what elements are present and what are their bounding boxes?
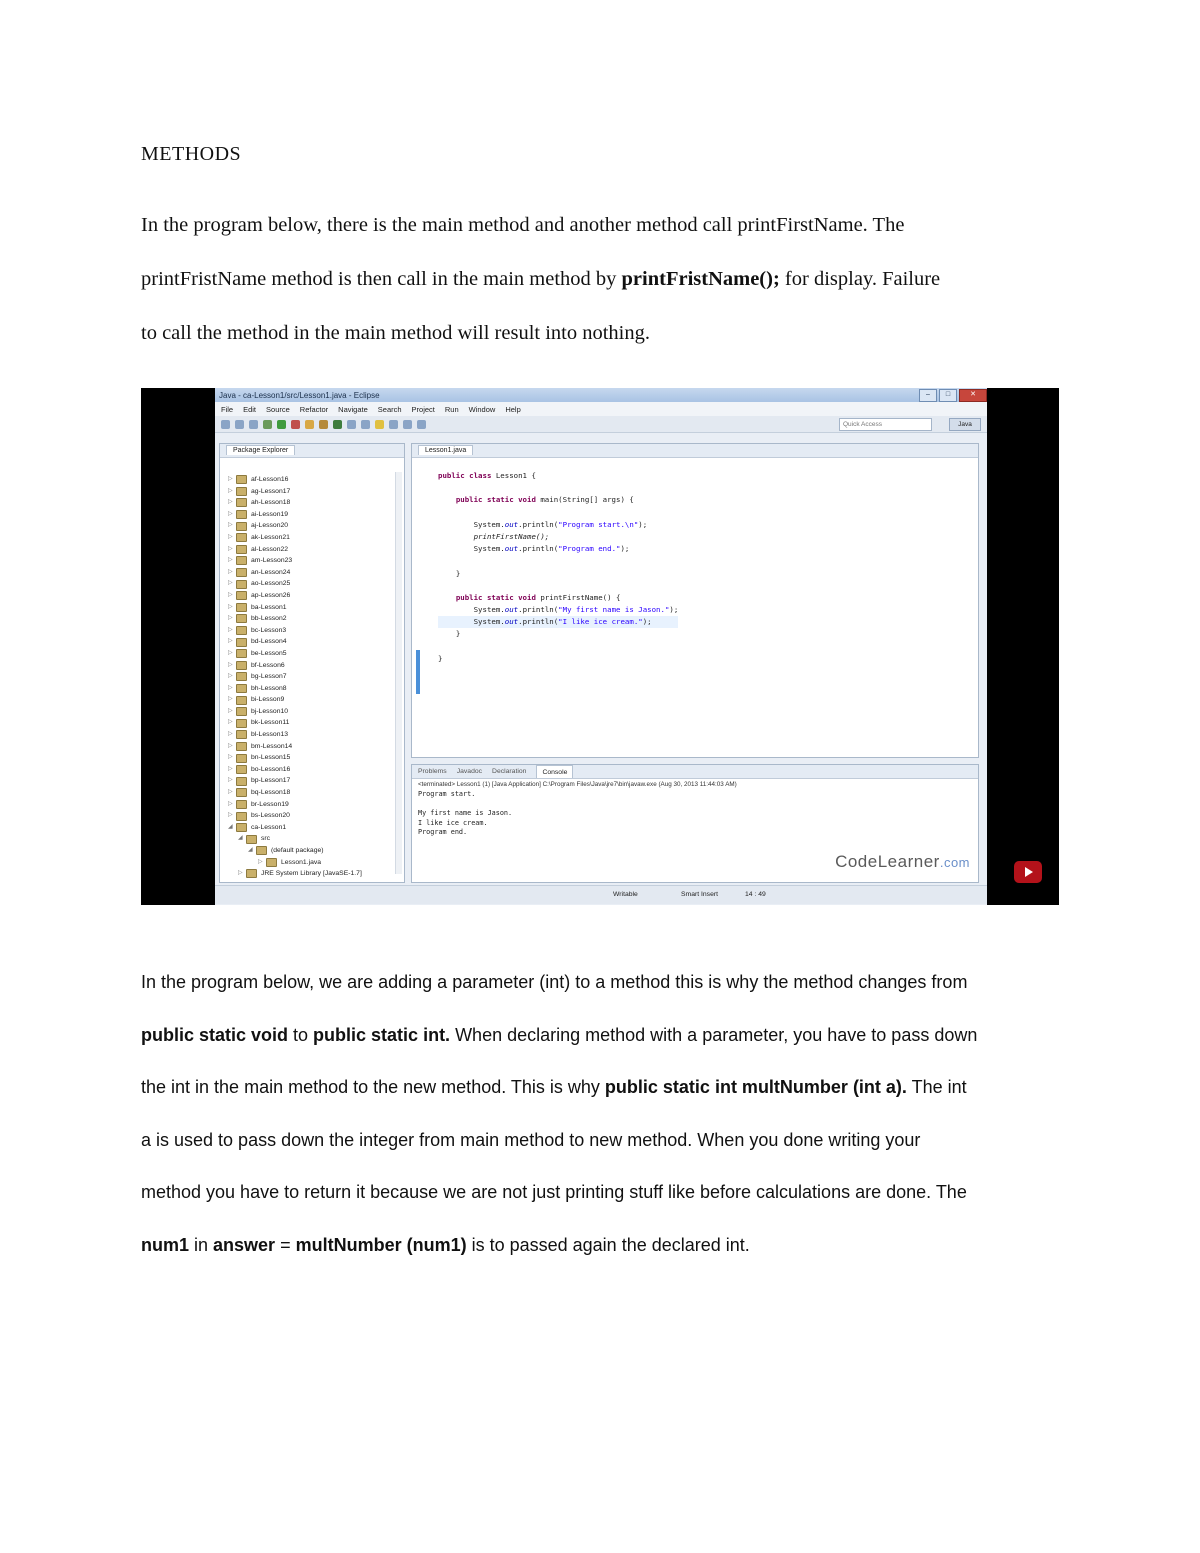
menu-source[interactable]: Source <box>266 404 290 414</box>
tree-item-label: al-Lesson22 <box>251 545 289 553</box>
menu-bar <box>215 402 987 416</box>
code-line: System.out.println("Program start.\n"); <box>473 519 648 529</box>
tree-item[interactable] <box>228 544 388 556</box>
tree-item-label: bp-Lesson17 <box>251 777 291 785</box>
expand-arrow-icon[interactable]: ▷ <box>228 603 233 610</box>
expand-arrow-icon[interactable]: ▷ <box>228 696 233 703</box>
page-heading: METHODS <box>141 143 242 165</box>
print-icon[interactable] <box>249 420 258 429</box>
expand-arrow-icon[interactable]: ▷ <box>228 626 233 633</box>
tree-item[interactable] <box>228 602 388 614</box>
folder-icon <box>236 556 247 565</box>
menu-window[interactable]: Window <box>468 404 496 414</box>
tree-item[interactable] <box>228 845 388 857</box>
new-icon[interactable] <box>221 420 230 429</box>
tree-item-label: bo-Lesson16 <box>251 765 291 773</box>
tree-item-label: src <box>261 835 271 843</box>
console-panel <box>411 764 979 883</box>
console-line: Program end. <box>418 828 468 836</box>
toggle-mark-icon[interactable] <box>375 420 384 429</box>
editor-tab-bar <box>412 444 978 458</box>
param-line-6: num1 in answer = multNumber (num1) is to passed again the declared int. <box>141 1234 750 1255</box>
project-tree <box>228 474 388 880</box>
back-icon[interactable] <box>403 420 412 429</box>
external-tools-icon[interactable] <box>291 420 300 429</box>
tree-item[interactable] <box>228 775 388 787</box>
console-line: I like ice cream. <box>418 818 488 827</box>
folder-icon <box>236 545 247 554</box>
intro-line-2: printFristName method is then call in the main method by printFristName(); for display. Failure <box>141 268 941 290</box>
youtube-play-icon[interactable] <box>1014 861 1042 883</box>
folder-icon <box>236 649 247 658</box>
intro-line-3: to call the method in the main method will result into nothing. <box>141 322 651 344</box>
tree-item[interactable] <box>228 833 388 845</box>
folder-icon <box>236 707 247 716</box>
expand-arrow-icon[interactable]: ▷ <box>228 731 233 738</box>
folder-icon <box>236 522 247 531</box>
menu-file[interactable]: File <box>221 404 234 414</box>
tree-item[interactable] <box>228 822 388 834</box>
code-line <box>438 507 678 519</box>
tree-item[interactable] <box>228 857 388 869</box>
expand-arrow-icon[interactable]: ▷ <box>228 765 233 772</box>
forward-icon[interactable] <box>417 420 426 429</box>
folder-icon <box>236 614 247 623</box>
tree-item-label: bm-Lesson14 <box>251 742 293 750</box>
console-line: Program start. <box>418 790 476 798</box>
tree-item[interactable] <box>228 671 388 683</box>
folder-icon <box>236 672 247 681</box>
expand-arrow-icon[interactable]: ▷ <box>228 487 233 494</box>
menu-edit[interactable]: Edit <box>243 404 257 414</box>
expand-arrow-icon[interactable]: ▷ <box>228 707 233 714</box>
tree-item[interactable] <box>228 613 388 625</box>
maximize-icon[interactable]: □ <box>939 389 957 402</box>
code-line <box>438 641 678 653</box>
menu-run[interactable]: Run <box>444 404 459 414</box>
param-line-4: a is used to pass down the integer from main method to new method. When you done writing your <box>141 1129 921 1150</box>
tree-item[interactable] <box>228 555 388 567</box>
new-java-project-icon[interactable] <box>305 420 314 429</box>
tree-item[interactable] <box>228 567 388 579</box>
tree-item[interactable] <box>228 648 388 660</box>
tree-item[interactable] <box>228 532 388 544</box>
expand-arrow-icon[interactable]: ▷ <box>228 638 233 645</box>
intro-line-1: In the program below, there is the main method and another method call printFirstName. The <box>141 214 905 236</box>
package-explorer-scrollbar[interactable] <box>395 472 402 874</box>
expand-arrow-icon[interactable]: ▷ <box>238 870 243 877</box>
folder-icon <box>236 730 247 739</box>
code-line: System.out.println("My first name is Jason."); <box>473 605 679 615</box>
code-area <box>438 470 678 665</box>
console-tab-bar <box>412 765 978 779</box>
folder-icon <box>236 812 247 821</box>
tree-item[interactable] <box>228 520 388 532</box>
menu-help[interactable]: Help <box>505 404 521 414</box>
expand-arrow-icon[interactable]: ▷ <box>228 649 233 656</box>
tree-item[interactable] <box>228 660 388 672</box>
tree-item[interactable] <box>228 764 388 776</box>
folder-icon <box>236 603 247 612</box>
expand-arrow-icon[interactable]: ▷ <box>228 591 233 598</box>
tree-item-label: bk-Lesson11 <box>251 719 290 727</box>
status-position: 14 : 49 <box>745 891 766 898</box>
eclipse-window <box>215 388 987 905</box>
close-icon[interactable]: ✕ <box>959 389 987 402</box>
expand-arrow-icon[interactable]: ▷ <box>228 476 233 482</box>
tree-item-label: bd-Lesson4 <box>251 638 287 646</box>
tree-item-label: ao-Lesson25 <box>251 580 291 588</box>
status-writable: Writable <box>613 891 638 898</box>
minimize-icon[interactable]: – <box>919 389 937 402</box>
tree-item-label: af-Lesson16 <box>251 476 289 483</box>
tree-item-label: Lesson1.java <box>281 858 322 866</box>
debug-icon[interactable] <box>263 420 272 429</box>
console-line: My first name is Jason. <box>418 809 513 817</box>
folder-icon <box>266 858 277 867</box>
expand-arrow-icon[interactable]: ◢ <box>238 835 243 842</box>
package-explorer-tab[interactable]: Package Explorer <box>226 445 295 455</box>
expand-arrow-icon[interactable]: ▷ <box>228 684 233 691</box>
tree-item[interactable] <box>228 810 388 822</box>
folder-icon <box>236 510 247 519</box>
tree-item-label: bl-Lesson13 <box>251 731 289 739</box>
java-perspective-button[interactable]: Java <box>949 418 981 431</box>
code-line: } <box>438 653 443 663</box>
tree-item-label: bs-Lesson20 <box>251 812 290 820</box>
tree-item-label: ag-Lesson17 <box>251 487 291 495</box>
code-line: public static void main(String[] args) { <box>455 495 634 505</box>
editor-tab-lesson1[interactable]: Lesson1.java <box>418 445 473 455</box>
tab-declaration[interactable]: Declaration <box>492 768 527 775</box>
tree-item-label: ba-Lesson1 <box>251 603 287 611</box>
code-line: } <box>455 568 461 578</box>
quick-access-input[interactable]: Quick Access <box>839 418 932 431</box>
expand-arrow-icon[interactable]: ▷ <box>228 777 233 784</box>
folder-icon <box>236 696 247 705</box>
code-line <box>438 580 678 592</box>
tree-item-label: (default package) <box>271 847 324 854</box>
folder-icon <box>236 719 247 728</box>
parameter-paragraph <box>141 956 1071 1271</box>
folder-icon <box>236 475 247 484</box>
next-annotation-icon[interactable] <box>389 420 398 429</box>
tree-item[interactable] <box>228 590 388 602</box>
tree-item-label: bb-Lesson2 <box>251 615 287 623</box>
tab-console[interactable]: Console <box>536 765 573 778</box>
expand-arrow-icon[interactable]: ▷ <box>228 742 233 749</box>
expand-arrow-icon[interactable]: ▷ <box>228 580 233 587</box>
status-insert-mode: Smart Insert <box>681 891 719 898</box>
param-line-1: In the program below, we are adding a parameter (int) to a method this is why the method changes from <box>141 972 968 992</box>
tree-item-label: ai-Lesson19 <box>251 510 289 518</box>
console-header: <terminated> Lesson1 (1) [Java Application] C:\Program Files\Java\jre7\bin\javaw.exe (Aug 30, 2013 11:44:03 AM) <box>418 781 737 788</box>
tree-item-label: an-Lesson24 <box>251 568 291 576</box>
tree-item-label: bn-Lesson15 <box>251 754 291 762</box>
tree-item-label: bg-Lesson7 <box>251 673 287 681</box>
change-ruler <box>416 650 420 694</box>
open-type-icon[interactable] <box>347 420 356 429</box>
tree-item[interactable] <box>228 706 388 718</box>
expand-arrow-icon[interactable]: ▷ <box>228 557 233 564</box>
tree-item[interactable] <box>228 625 388 637</box>
expand-arrow-icon[interactable]: ▷ <box>228 615 233 622</box>
tree-item-label: be-Lesson5 <box>251 649 287 657</box>
tree-item-label: bi-Lesson9 <box>251 696 285 704</box>
code-line: printFirstName(); <box>473 531 550 541</box>
folder-icon <box>236 498 247 507</box>
param-line-2: public static void to public static int. When declaring method with a parameter, you have to pass down <box>141 1024 978 1045</box>
code-line: public class Lesson1 { <box>438 471 536 480</box>
tab-problems[interactable]: Problems <box>418 768 447 775</box>
folder-icon <box>246 835 257 844</box>
tree-item-label: ak-Lesson21 <box>251 533 290 541</box>
code-line <box>438 482 678 494</box>
expand-arrow-icon[interactable]: ▷ <box>228 533 233 540</box>
tree-item[interactable] <box>228 474 388 486</box>
tree-item[interactable] <box>228 497 388 509</box>
tree-item-label: bj-Lesson10 <box>251 707 289 715</box>
folder-icon <box>236 684 247 693</box>
eclipse-screenshot <box>141 388 1059 905</box>
folder-icon <box>236 626 247 635</box>
folder-icon <box>236 568 247 577</box>
code-line <box>438 555 678 567</box>
code-line: } <box>455 629 461 639</box>
save-icon[interactable] <box>235 420 244 429</box>
tree-item[interactable] <box>228 578 388 590</box>
expand-arrow-icon[interactable]: ▷ <box>228 812 233 819</box>
expand-arrow-icon[interactable]: ▷ <box>228 568 233 575</box>
expand-arrow-icon[interactable]: ▷ <box>228 789 233 796</box>
menu-search[interactable]: Search <box>377 404 402 414</box>
expand-arrow-icon[interactable]: ◢ <box>248 847 253 853</box>
tree-item[interactable] <box>228 868 388 880</box>
code-line-current: System.out.println("I like ice cream."); <box>438 616 678 628</box>
tree-item-label: JRE System Library [JavaSE-1.7] <box>261 870 362 878</box>
console-line <box>418 800 978 810</box>
tree-item[interactable] <box>228 636 388 648</box>
expand-arrow-icon[interactable]: ▷ <box>228 754 233 761</box>
search-icon[interactable] <box>361 420 370 429</box>
new-class-icon[interactable] <box>333 420 342 429</box>
menu-refactor[interactable]: Refactor <box>299 404 329 414</box>
package-explorer <box>219 443 405 883</box>
expand-arrow-icon[interactable]: ▷ <box>258 858 263 865</box>
console-output <box>412 790 978 838</box>
tree-item-label: ap-Lesson26 <box>251 591 291 599</box>
expand-arrow-icon[interactable]: ▷ <box>228 499 233 506</box>
folder-icon <box>236 742 247 751</box>
tree-item[interactable] <box>228 752 388 764</box>
tree-item-label: bf-Lesson6 <box>251 661 285 669</box>
code-call-bold: printFristName(); <box>621 268 780 290</box>
tree-item[interactable] <box>228 717 388 729</box>
expand-arrow-icon[interactable]: ▷ <box>228 673 233 680</box>
new-package-icon[interactable] <box>319 420 328 429</box>
tree-item[interactable] <box>228 787 388 799</box>
folder-icon <box>236 754 247 763</box>
tree-item-label: bc-Lesson3 <box>251 626 287 634</box>
folder-icon <box>236 487 247 496</box>
folder-icon <box>236 788 247 797</box>
tree-item-label: aj-Lesson20 <box>251 522 289 530</box>
codelearner-watermark: CodeLearner.com <box>835 852 970 871</box>
window-title: Java - ca-Lesson1/src/Lesson1.java - Eclipse <box>219 390 380 400</box>
tree-item-label: am-Lesson23 <box>251 557 293 565</box>
param-line-5: method you have to return it because we are not just printing stuff like before calculations are done. The <box>141 1182 967 1202</box>
expand-arrow-icon[interactable]: ▷ <box>228 510 233 517</box>
tree-item[interactable] <box>228 509 388 521</box>
expand-arrow-icon[interactable]: ◢ <box>228 823 233 830</box>
folder-icon <box>236 591 247 600</box>
code-line: public static void printFirstName() { <box>455 592 621 602</box>
tree-item-label: bq-Lesson18 <box>251 789 291 797</box>
tree-item[interactable] <box>228 683 388 695</box>
tree-item[interactable] <box>228 486 388 498</box>
window-titlebar <box>215 388 987 402</box>
tree-item[interactable] <box>228 799 388 811</box>
tree-item[interactable] <box>228 729 388 741</box>
code-line: System.out.println("Program end."); <box>473 544 630 554</box>
tab-javadoc[interactable]: Javadoc <box>456 768 483 775</box>
folder-icon <box>236 800 247 809</box>
status-bar <box>215 885 987 904</box>
tree-item-label: ca-Lesson1 <box>251 823 287 831</box>
tree-item-label: br-Lesson19 <box>251 800 289 808</box>
folder-icon <box>236 823 247 832</box>
menu-project[interactable]: Project <box>411 404 435 414</box>
folder-icon <box>236 638 247 647</box>
expand-arrow-icon[interactable]: ▷ <box>228 545 233 552</box>
package-explorer-tab-bar <box>220 444 404 458</box>
tree-item[interactable] <box>228 741 388 753</box>
expand-arrow-icon[interactable]: ▷ <box>228 522 233 529</box>
folder-icon <box>236 765 247 774</box>
folder-icon <box>246 869 257 878</box>
expand-arrow-icon[interactable]: ▷ <box>228 800 233 807</box>
code-editor[interactable] <box>411 443 979 758</box>
tree-item[interactable] <box>228 694 388 706</box>
main-toolbar <box>215 416 987 433</box>
param-line-3: the int in the main method to the new method. This is why public static int multNumber (int a). The int <box>141 1077 967 1097</box>
expand-arrow-icon[interactable]: ▷ <box>228 719 233 726</box>
folder-icon <box>236 661 247 670</box>
tree-item-label: bh-Lesson8 <box>251 684 287 692</box>
intro-paragraph <box>141 198 1071 360</box>
folder-icon <box>236 777 247 786</box>
tree-item-label: ah-Lesson18 <box>251 499 291 507</box>
run-icon[interactable] <box>277 420 286 429</box>
folder-icon <box>236 580 247 589</box>
expand-arrow-icon[interactable]: ▷ <box>228 661 233 668</box>
menu-navigate[interactable]: Navigate <box>338 404 368 414</box>
folder-icon <box>256 846 267 855</box>
folder-icon <box>236 533 247 542</box>
